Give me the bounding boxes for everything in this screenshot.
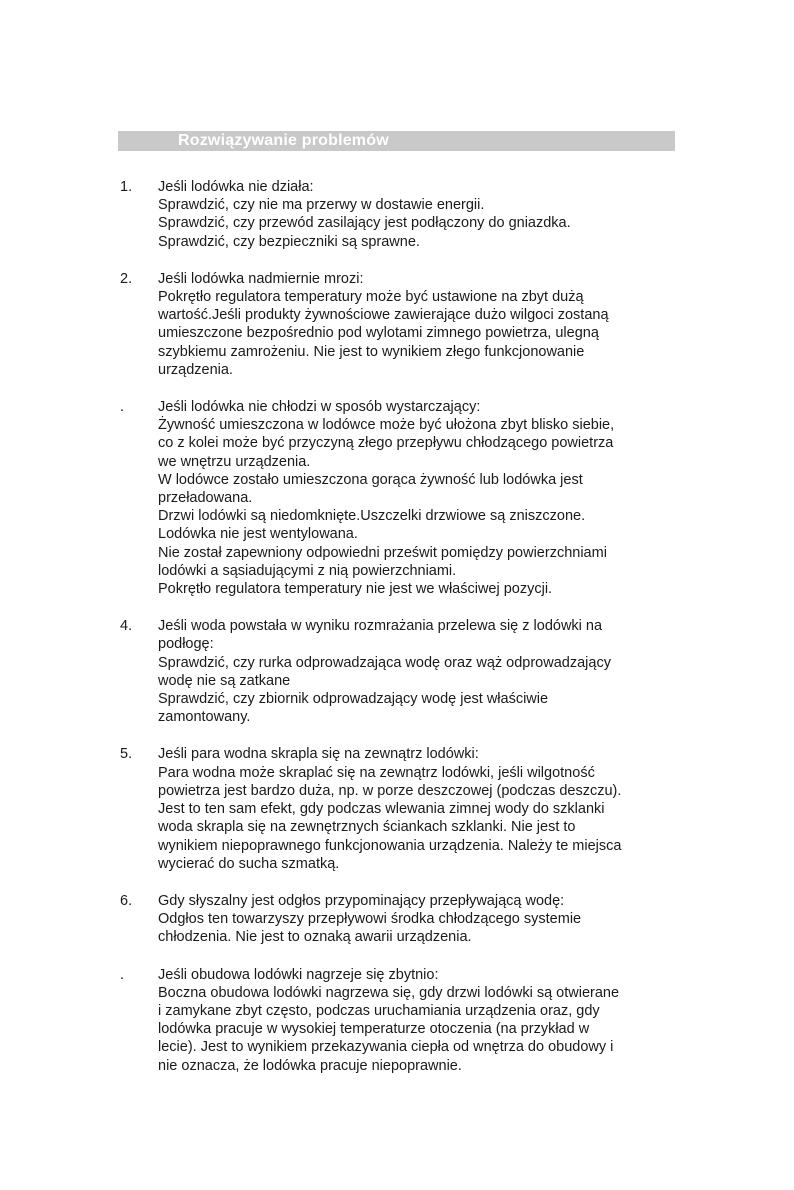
list-item xyxy=(0,892,794,947)
item-line: lodówki a sąsiadującymi z nią powierzchniami. xyxy=(158,562,457,579)
item-number: 6. xyxy=(120,892,133,909)
item-line: Żywność umieszczona w lodówce może być ułożona zbyt blisko siebie, xyxy=(158,417,615,434)
item-body xyxy=(158,398,678,598)
item-number: 4. xyxy=(120,618,133,635)
list-item xyxy=(0,617,794,726)
item-line: wodę nie są zatkane xyxy=(158,672,291,689)
item-body xyxy=(158,617,678,726)
item-number: . xyxy=(120,966,125,983)
item-line: przeładowana. xyxy=(158,490,253,507)
item-line: Boczna obudowa lodówki nagrzewa się, gdy drzwi lodówki są otwierane xyxy=(158,984,620,1001)
section-title: Rozwiązywanie problemów xyxy=(178,132,389,149)
item-line: chłodzenia. Nie jest to oznaką awarii urządzenia. xyxy=(158,929,472,946)
item-line: Odgłos ten towarzyszy przepływowi środka chłodzącego systemie xyxy=(158,911,582,928)
item-line: urządzenia. xyxy=(158,361,233,378)
item-heading: Gdy słyszalny jest odgłos przypominający przepływającą wodę: xyxy=(158,892,565,909)
item-line: zamontowany. xyxy=(158,709,251,726)
item-number: 1. xyxy=(120,179,133,195)
item-body xyxy=(158,178,678,251)
item-heading: Jeśli woda powstała w wyniku rozmrażania przelewa się z lodówki na xyxy=(158,618,603,635)
item-line: lodówka pracuje w wysokiej temperaturze otoczenia (na przykład w xyxy=(158,1021,590,1038)
item-line: Nie został zapewniony odpowiedni prześwit pomiędzy powierzchniami xyxy=(158,544,607,561)
item-line: we wnętrzu urządzenia. xyxy=(158,453,311,470)
item-line: podłogę: xyxy=(158,636,214,653)
item-line: powietrza jest bardzo duża, np. w porze deszczowej (podczas deszczu). xyxy=(158,782,622,799)
item-line: Sprawdzić, czy zbiornik odprowadzający wodę jest właściwie xyxy=(158,691,549,708)
item-number: 2. xyxy=(120,270,133,287)
item-heading: Jeśli obudowa lodówki nagrzeje się zbytnio: xyxy=(158,966,439,983)
list-item xyxy=(0,178,794,251)
item-line: Drzwi lodówki są niedomknięte.Uszczelki drzwiowe są zniszczone. xyxy=(158,508,586,525)
item-body xyxy=(158,745,678,872)
item-line: Jest to ten sam efekt, gdy podczas wlewania zimnej wody do szklanki xyxy=(158,801,605,818)
item-line: wynikiem niepoprawnego funkcjonowania urządzenia. Należy te miejsca xyxy=(158,837,622,854)
item-heading: Jeśli lodówka nie działa: xyxy=(158,179,314,195)
item-line: wycierać do sucha szmatką. xyxy=(158,855,340,872)
troubleshooting-list xyxy=(0,178,794,1094)
item-body xyxy=(158,892,678,947)
item-line: W lodówce zostało umieszczona gorąca żywność lub lodówka jest xyxy=(158,471,583,488)
item-line: Sprawdzić, czy bezpieczniki są sprawne. xyxy=(158,233,420,250)
item-heading: Jeśli para wodna skrapla się na zewnątrz lodówki: xyxy=(158,746,479,763)
item-heading: Jeśli lodówka nadmiernie mrozi: xyxy=(158,270,364,287)
item-line: nie oznacza, że lodówka pracuje niepoprawnie. xyxy=(158,1057,462,1074)
list-item xyxy=(0,398,794,598)
item-line: umieszczone bezpośrednio pod wylotami zimnego powietrza, ulegną xyxy=(158,325,599,342)
item-line: Pokrętło regulatora temperatury nie jest we właściwej pozycji. xyxy=(158,581,553,598)
item-line: wartość.Jeśli produkty żywnościowe zawierające dużo wilgoci zostaną xyxy=(158,307,609,324)
section-header-bar xyxy=(118,131,675,151)
item-line: Para wodna może skraplać się na zewnątrz lodówki, jeśli wilgotność xyxy=(158,764,595,781)
item-line: woda skrapla się na zewnętrznych ściankach szklanki. Nie jest to xyxy=(158,819,576,836)
item-line: Pokrętło regulatora temperatury może być ustawione na zbyt dużą xyxy=(158,289,584,306)
item-number: . xyxy=(120,399,125,416)
item-line: co z kolei może być przyczyną złego przepływu chłodzącego powietrza xyxy=(158,435,614,452)
item-line: i zamykane zbyt często, podczas uruchamiania urządzenia oraz, gdy xyxy=(158,1002,600,1019)
item-heading: Jeśli lodówka nie chłodzi w sposób wystarczający: xyxy=(158,399,481,416)
item-line: Sprawdzić, czy nie ma przerwy w dostawie energii. xyxy=(158,197,485,214)
item-line: szybkiemu zamrożeniu. Nie jest to wynikiem złego funkcjonowanie xyxy=(158,343,585,360)
item-line: lecie). Jest to wynikiem przekazywania ciepła od wnętrza do obudowy i xyxy=(158,1039,614,1056)
item-line: Sprawdzić, czy przewód zasilający jest podłączony do gniazdka. xyxy=(158,215,571,232)
list-item xyxy=(0,966,794,1075)
item-line: Lodówka nie jest wentylowana. xyxy=(158,526,358,543)
item-line: Sprawdzić, czy rurka odprowadzająca wodę oraz wąż odprowadzający xyxy=(158,654,611,671)
list-item xyxy=(0,270,794,379)
item-body xyxy=(158,966,678,1075)
item-number: 5. xyxy=(120,746,133,763)
list-item xyxy=(0,745,794,872)
item-body xyxy=(158,270,678,379)
